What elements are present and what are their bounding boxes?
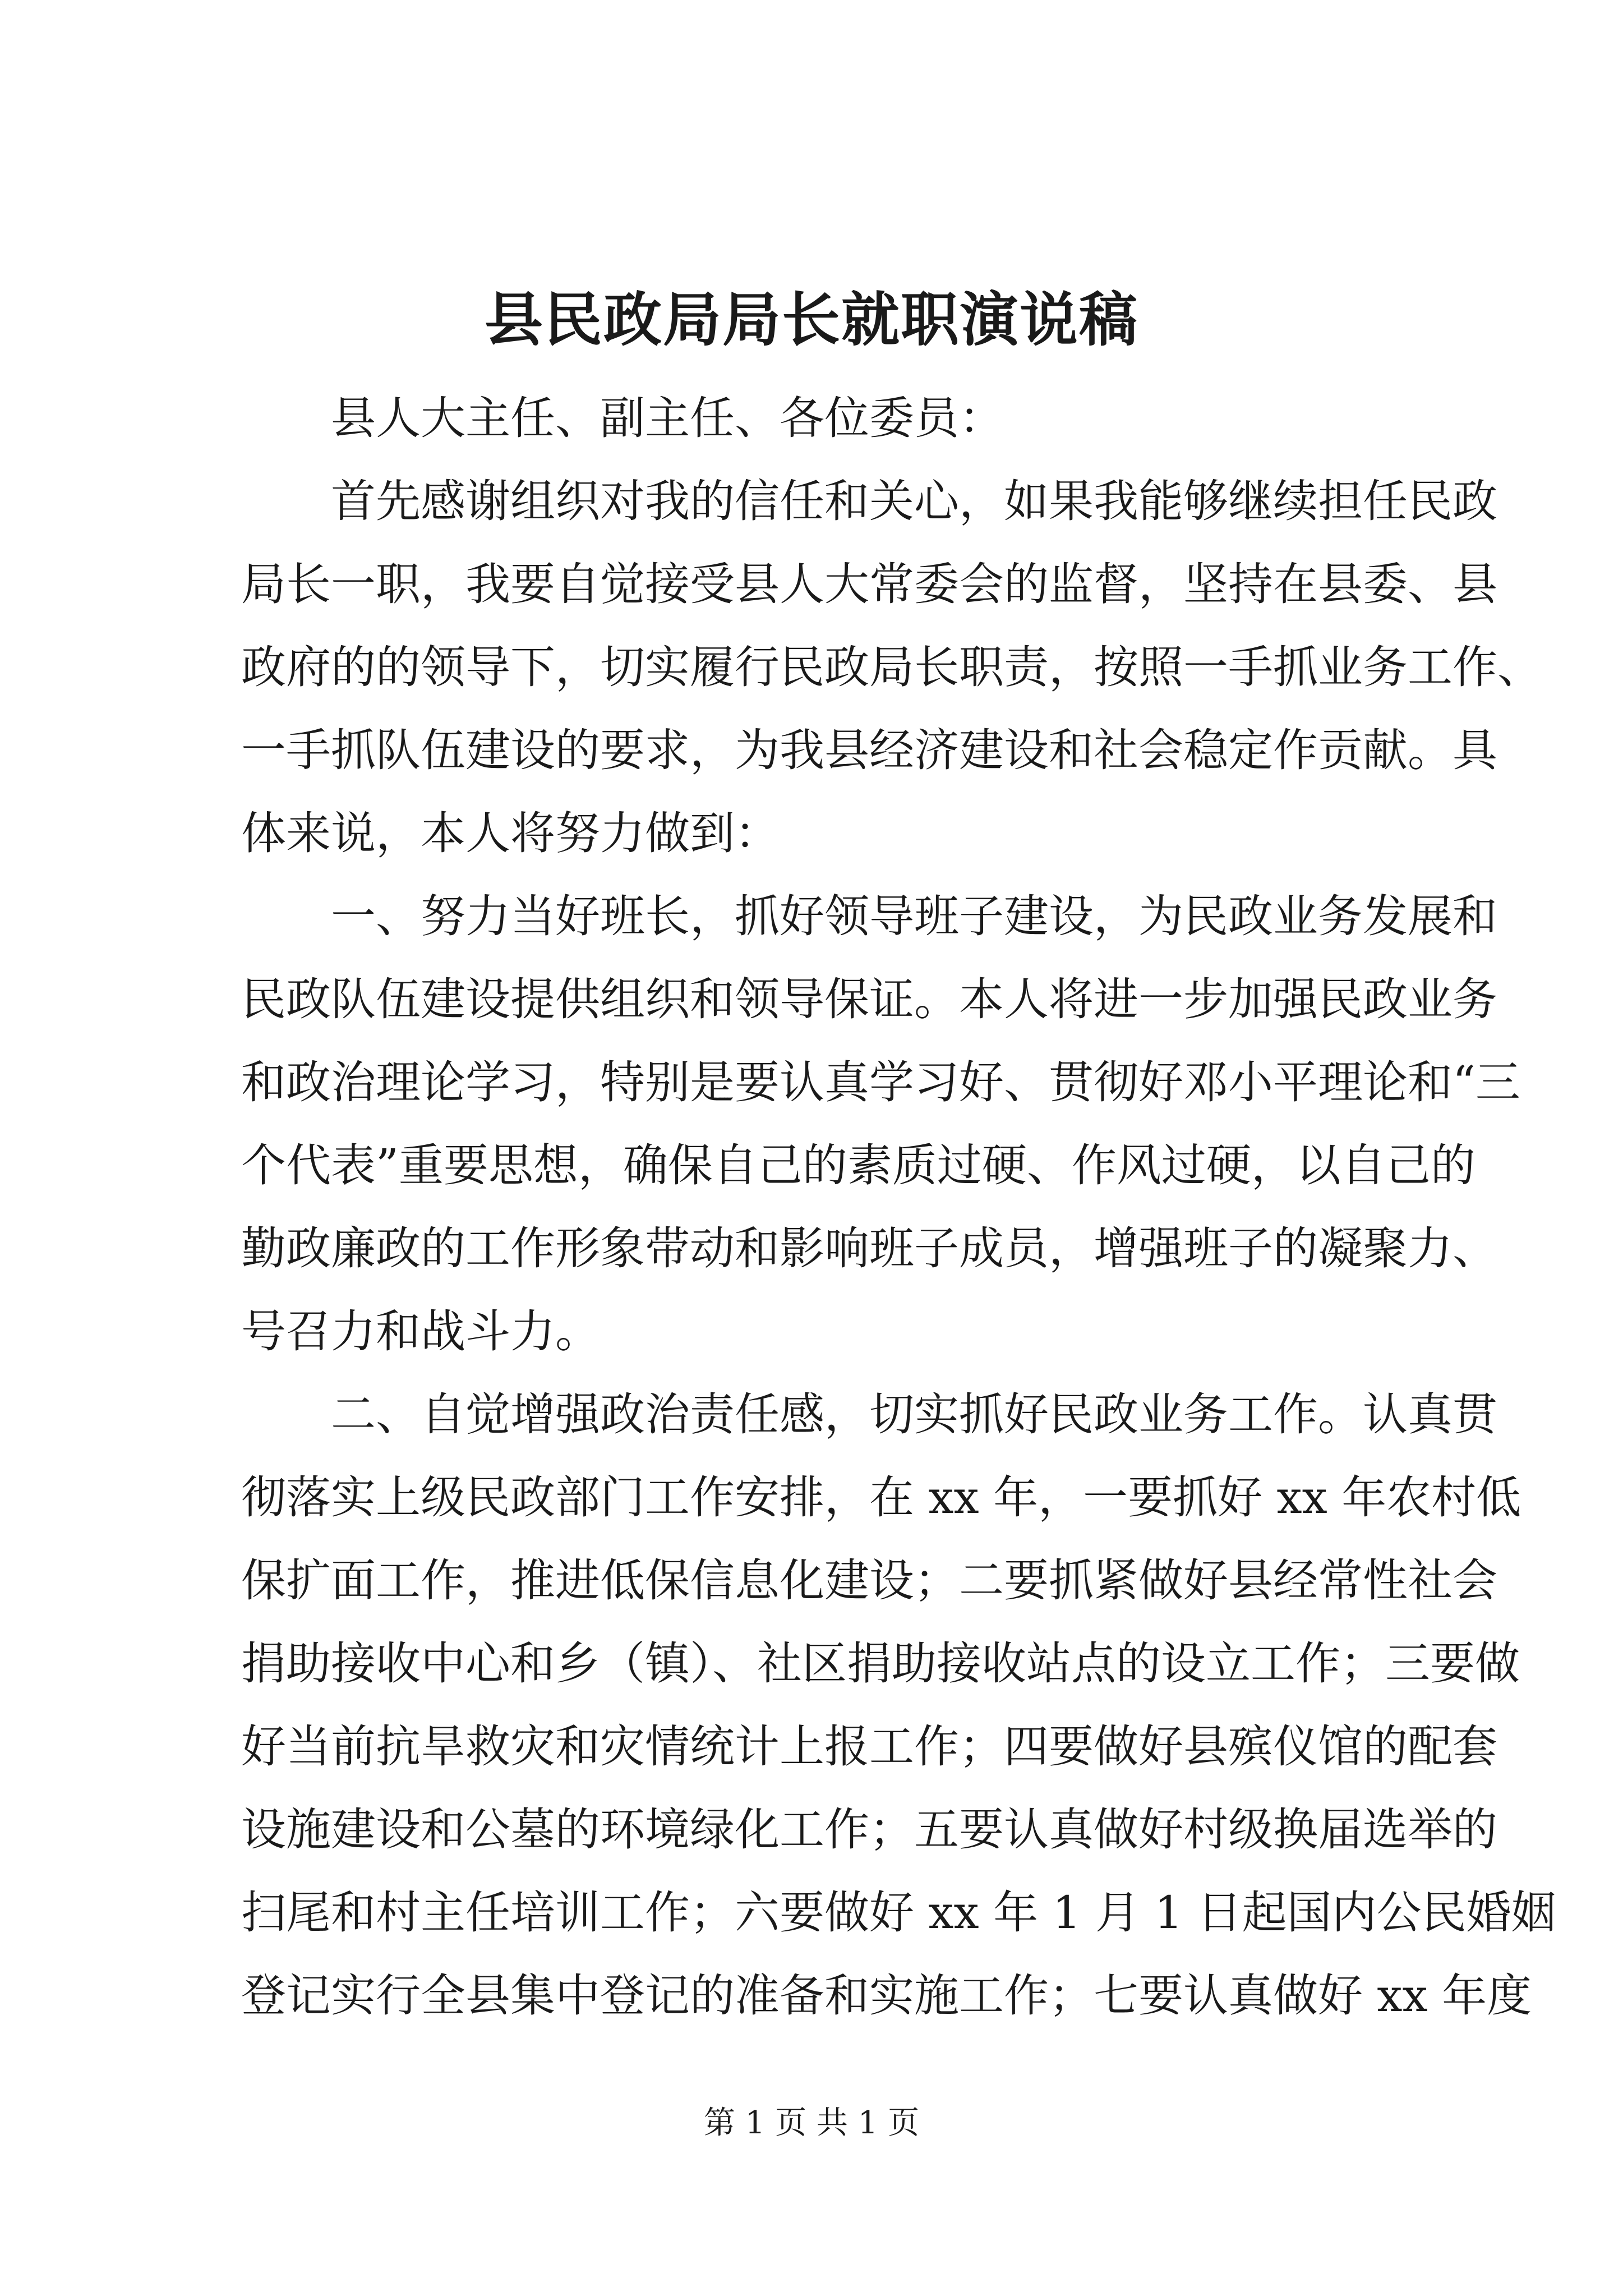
body-line: 彻落实上级民政部门工作安排，在 xx 年，一要抓好 xx 年农村低 (241, 1471, 1521, 1524)
body-line: 好当前抗旱救灾和灾情统计上报工作；四要做好县殡仪馆的配套 (241, 1720, 1497, 1773)
body-line: 民政队伍建设提供组织和领导保证。本人将进一步加强民政业务 (241, 973, 1497, 1025)
body-line: 二、自觉增强政治责任感，切实抓好民政业务工作。认真贯 (331, 1388, 1497, 1441)
document-body (241, 377, 1556, 2037)
body-line: 设施建设和公墓的环境绿化工作；五要认真做好村级换届选举的 (241, 1803, 1497, 1856)
body-line: 政府的的领导下，切实履行民政局长职责，按照一手抓业务工作、 (241, 641, 1542, 693)
body-line: 一手抓队伍建设的要求，为我县经济建设和社会稳定作贡献。具 (241, 724, 1497, 776)
body-line: 首先感谢组织对我的信任和关心，如果我能够继续担任民政 (331, 475, 1497, 527)
body-line: 县人大主任、副主任、各位委员： (331, 392, 1004, 444)
body-line: 个代表”重要思想，确保自己的素质过硬、作风过硬，以自己的 (241, 1139, 1476, 1191)
body-line: 一、努力当好班长，抓好领导班子建设，为民政业务发展和 (331, 890, 1497, 942)
page-footer: 第 1 页 共 1 页 (703, 2105, 920, 2141)
body-line: 扫尾和村主任培训工作；六要做好 xx 年 1 月 1 日起国内公民婚姻 (241, 1887, 1556, 1939)
body-line: 捐助接收中心和乡（镇）、社区捐助接收站点的设立工作；三要做 (241, 1637, 1520, 1690)
body-line: 登记实行全县集中登记的准备和实施工作；七要认真做好 xx 年度 (241, 1970, 1532, 2022)
body-line: 体来说，本人将努力做到： (241, 807, 780, 859)
body-line: 局长一职，我要自觉接受县人大常委会的监督，坚持在县委、县 (241, 558, 1497, 610)
body-line: 号召力和战斗力。 (241, 1305, 600, 1358)
body-line: 和政治理论学习，特别是要认真学习好、贯彻好邓小平理论和“三 (241, 1056, 1520, 1108)
body-line: 保扩面工作，推进低保信息化建设；二要抓紧做好县经常性社会 (241, 1554, 1497, 1607)
body-line: 勤政廉政的工作形象带动和影响班子成员，增强班子的凝聚力、 (241, 1222, 1497, 1274)
document-title: 县民政局局长就职演说稿 (484, 285, 1138, 354)
